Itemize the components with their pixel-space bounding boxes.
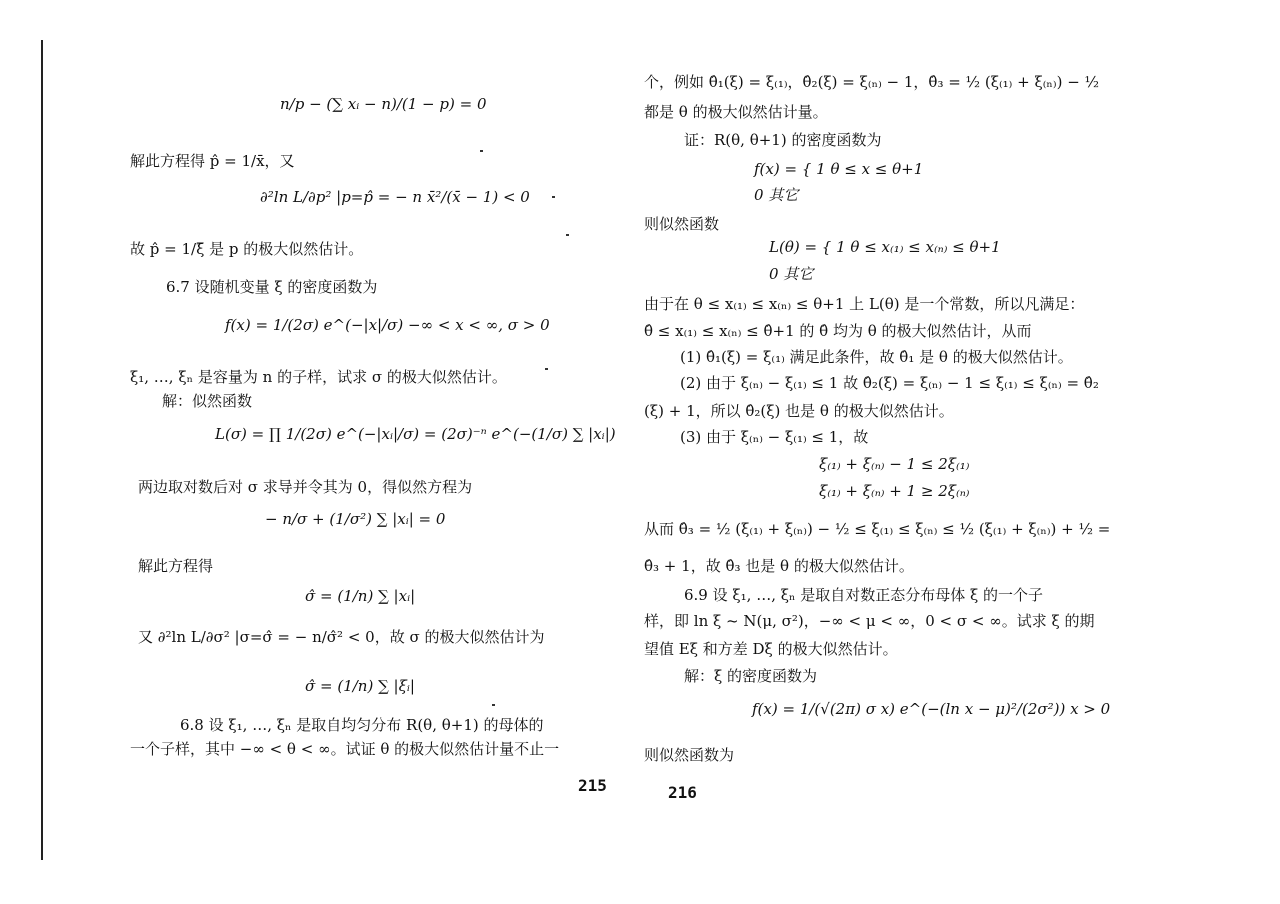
right-text-line: 则似然函数 [644,215,720,233]
left-formula-line: n/p − (∑ xᵢ − n)/(1 − p) = 0 [280,95,487,113]
left-formula-line: ∂²ln L/∂p² |p=p̂ = − n x̄²/(x̄ − 1) < 0 [260,188,530,206]
right-formula-line: L(θ) = { 1 θ ≤ x₍₁₎ ≤ x₍ₙ₎ ≤ θ+1 [769,238,1001,256]
scan-speck [492,704,495,706]
right-formula-line: ξ₍₁₎ + ξ₍ₙ₎ − 1 ≤ 2ξ₍₁₎ [819,455,970,473]
right-formula-line: 0 其它 [754,186,799,204]
left-formula-line: σ̂ = (1/n) ∑ |xᵢ| [305,587,416,605]
left-formula-line: f(x) = 1/(2σ) e^(−|x|/σ) −∞ < x < ∞, σ > 0 [225,316,550,334]
scan-speck [480,150,483,152]
left-text-line: 解此方程得 [138,557,214,575]
right-text-line: (1) θ̂₁(ξ) = ξ₍₁₎ 满足此条件，故 θ̂₁ 是 θ 的极大似然估计。 [680,348,1073,366]
right-text-line: 证：R(θ, θ+1) 的密度函数为 [684,131,882,149]
left-text-line: ξ₁, …, ξₙ 是容量为 n 的子样，试求 σ 的极大似然估计。 [130,368,507,386]
right-text-line: 由于在 θ ≤ x₍₁₎ ≤ x₍ₙ₎ ≤ θ+1 上 L(θ) 是一个常数，所以凡满足： [644,295,1085,313]
left-text-line: 又 ∂²ln L/∂σ² |σ=σ̂ = − n/σ̂² < 0，故 σ 的极大似然估计为 [138,628,545,646]
right-text-line: θ̂ ≤ x₍₁₎ ≤ x₍ₙ₎ ≤ θ̂+1 的 θ̂ 均为 θ 的极大似然估计，从而 [644,322,1032,340]
right-page-number: 216 [668,783,697,802]
left-formula-line: σ̂ = (1/n) ∑ |ξᵢ| [305,677,415,695]
right-text-line: 样，即 ln ξ ~ N(μ, σ²)，−∞ < μ < ∞，0 < σ < ∞。试求 ξ 的期 [644,612,1095,630]
left-text-line: 两边取对数后对 σ 求导并令其为 0，得似然方程为 [138,478,473,496]
left-formula-line: − n/σ + (1/σ²) ∑ |xᵢ| = 0 [265,510,446,528]
right-text-line: θ̂₃ + 1，故 θ̂₃ 也是 θ 的极大似然估计。 [644,557,914,575]
scan-speck [552,196,555,198]
right-text-line: 解：ξ 的密度函数为 [684,667,818,685]
left-text-line: 解：似然函数 [162,392,253,410]
right-formula-line: f(x) = { 1 θ ≤ x ≤ θ+1 [754,160,924,178]
right-text-line: 望值 Eξ 和方差 Dξ 的极大似然估计。 [644,640,898,658]
right-text-line: 则似然函数为 [644,746,735,764]
left-formula-line: L(σ) = ∏ 1/(2σ) e^(−|xᵢ|/σ) = (2σ)⁻ⁿ e^(−(1/σ) ∑ |xᵢ|) [215,425,616,443]
right-text-line: (ξ) + 1，所以 θ̂₂(ξ) 也是 θ 的极大似然估计。 [644,402,954,420]
scan-speck [566,234,569,236]
right-text-line: 6.9 设 ξ₁, …, ξₙ 是取自对数正态分布母体 ξ 的一个子 [684,586,1044,604]
right-text-line: (3) 由于 ξ₍ₙ₎ − ξ₍₁₎ ≤ 1，故 [680,428,869,446]
book-spine-line [41,40,43,860]
right-text-line: 都是 θ 的极大似然估计量。 [644,103,828,121]
right-formula-line: 0 其它 [769,265,814,283]
right-formula-line: f(x) = 1/(√(2π) σ x) e^(−(ln x − μ)²/(2σ²)) x > 0 [752,700,1111,718]
right-text-line: (2) 由于 ξ₍ₙ₎ − ξ₍₁₎ ≤ 1 故 θ̂₂(ξ) = ξ₍ₙ₎ − 1 ≤ ξ₍₁₎ ≤ ξ₍ₙ₎ = θ̂₂ [680,374,1099,392]
left-text-line: 故 p̂ = 1/ξ̄ 是 p 的极大似然估计。 [130,240,364,258]
scan-speck [545,368,548,370]
right-text-line: 从而 θ̂₃ = ½ (ξ₍₁₎ + ξ₍ₙ₎) − ½ ≤ ξ₍₁₎ ≤ ξ₍ₙ₎ ≤ ½ (ξ₍₁₎ + ξ₍ₙ₎) + ½ = [644,520,1111,538]
left-page-number: 215 [578,776,607,795]
left-text-line: 6.7 设随机变量 ξ 的密度函数为 [166,278,378,296]
left-text-line: 一个子样，其中 −∞ < θ < ∞。试证 θ 的极大似然估计量不止一 [130,740,560,758]
right-formula-line: ξ₍₁₎ + ξ₍ₙ₎ + 1 ≥ 2ξ₍ₙ₎ [819,482,970,500]
left-text-line: 解此方程得 p̂ = 1/x̄，又 [130,152,295,170]
left-text-line: 6.8 设 ξ₁, …, ξₙ 是取自均匀分布 R(θ, θ+1) 的母体的 [180,716,544,734]
right-text-line: 个，例如 θ̂₁(ξ) = ξ₍₁₎，θ̂₂(ξ) = ξ₍ₙ₎ − 1，θ̂₃ = ½ (ξ₍₁₎ + ξ₍ₙ₎) − ½ [644,73,1100,91]
